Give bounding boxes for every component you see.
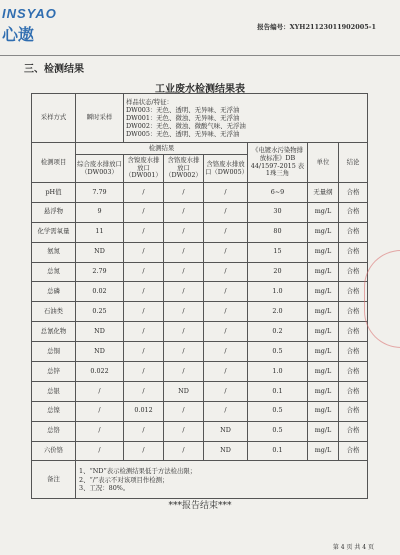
- remarks-content: [76, 461, 368, 499]
- value-dw003: 11: [76, 222, 124, 242]
- conclusion: 合格: [339, 322, 368, 342]
- value-dw005: ND: [204, 421, 248, 441]
- table-row: [32, 401, 368, 421]
- table-row: [32, 342, 368, 362]
- standard-limit: 0.5: [248, 342, 308, 362]
- standard-limit: 20: [248, 262, 308, 282]
- table-body: [32, 183, 368, 461]
- report-end-text: ***报告结束***: [168, 501, 232, 511]
- page-number: 第 4 页 共 4 页: [332, 544, 374, 551]
- conclusion: 合格: [339, 202, 368, 222]
- unit: mg/L: [308, 441, 339, 461]
- standard-limit: 80: [248, 222, 308, 242]
- table-row: [32, 362, 368, 382]
- standard-limit: 1.0: [248, 362, 308, 382]
- company-logo: [2, 6, 57, 45]
- col-header-point-dw001: 含镍废水排放口（DW001）: [124, 155, 164, 183]
- table-row: [32, 242, 368, 262]
- value-dw003: /: [76, 421, 124, 441]
- value-dw002: /: [164, 242, 204, 262]
- value-dw001: /: [124, 262, 164, 282]
- value-dw005: /: [204, 401, 248, 421]
- conclusion: 合格: [339, 421, 368, 441]
- value-dw002: /: [164, 202, 204, 222]
- table-row: [32, 222, 368, 242]
- unit: mg/L: [308, 202, 339, 222]
- sample-state-line: DW002：无色、微浊、微酸气味、无浮油: [126, 122, 246, 130]
- item-name: 氨氮: [32, 242, 76, 262]
- value-dw005: /: [204, 262, 248, 282]
- value-dw005: /: [204, 381, 248, 401]
- unit: mg/L: [308, 302, 339, 322]
- value-dw001: /: [124, 202, 164, 222]
- conclusion: 合格: [339, 441, 368, 461]
- conclusion: 合格: [339, 342, 368, 362]
- value-dw001: 0.012: [124, 401, 164, 421]
- value-dw001: /: [124, 242, 164, 262]
- value-dw001: /: [124, 381, 164, 401]
- value-dw002: /: [164, 441, 204, 461]
- value-dw003: 9: [76, 202, 124, 222]
- value-dw001: /: [124, 322, 164, 342]
- report-number-value: XYH21123011902005-1: [289, 23, 376, 31]
- value-dw005: /: [204, 322, 248, 342]
- standard-limit: 1.0: [248, 282, 308, 302]
- col-header-point-dw003: 综合废水排放口（DW003）: [76, 155, 124, 183]
- value-dw003: /: [76, 381, 124, 401]
- header-row: [32, 143, 368, 155]
- value-dw005: /: [204, 282, 248, 302]
- unit: mg/L: [308, 362, 339, 382]
- standard-limit: 0.5: [248, 401, 308, 421]
- value-dw005: ND: [204, 441, 248, 461]
- table-title: 工业废水检测结果表: [155, 84, 245, 95]
- conclusion: 合格: [339, 262, 368, 282]
- value-dw003: 0.02: [76, 282, 124, 302]
- value-dw003: /: [76, 441, 124, 461]
- item-name: 总磷: [32, 282, 76, 302]
- item-name: 六价铬: [32, 441, 76, 461]
- remark-line: 1、“ND”表示检测结果低于方法检出限；: [79, 467, 197, 475]
- section-title: 三、检测结果: [24, 64, 84, 75]
- conclusion: 合格: [339, 381, 368, 401]
- col-header-point-dw002: 含铬废水排放口（DW002）: [164, 155, 204, 183]
- item-name: 化学需氧量: [32, 222, 76, 242]
- unit: mg/L: [308, 401, 339, 421]
- value-dw001: /: [124, 302, 164, 322]
- conclusion: 合格: [339, 282, 368, 302]
- unit: 无量纲: [308, 183, 339, 203]
- value-dw005: /: [204, 362, 248, 382]
- value-dw002: /: [164, 421, 204, 441]
- conclusion: 合格: [339, 183, 368, 203]
- table-row: [32, 441, 368, 461]
- sampling-method-label: 采样方式: [32, 94, 76, 143]
- sample-state-line: 样品状态/特征：: [126, 98, 173, 106]
- table-row: [32, 282, 368, 302]
- conclusion: 合格: [339, 362, 368, 382]
- sample-state-line: DW001：无色、微浊、无异味、无浮油: [126, 114, 240, 122]
- value-dw002: /: [164, 183, 204, 203]
- table-row: [32, 381, 368, 401]
- item-name: 总镍: [32, 401, 76, 421]
- value-dw001: /: [124, 282, 164, 302]
- col-header-results: 检测结果: [76, 143, 248, 155]
- table-row: [32, 183, 368, 203]
- unit: mg/L: [308, 262, 339, 282]
- value-dw002: /: [164, 302, 204, 322]
- col-header-unit: 单位: [308, 143, 339, 183]
- table-row: [32, 421, 368, 441]
- conclusion: 合格: [339, 302, 368, 322]
- value-dw002: /: [164, 322, 204, 342]
- remark-line: 3、工况：80%。: [79, 484, 130, 493]
- unit: mg/L: [308, 421, 339, 441]
- value-dw003: 2.79: [76, 262, 124, 282]
- standard-limit: 30: [248, 202, 308, 222]
- value-dw002: /: [164, 342, 204, 362]
- value-dw003: /: [76, 401, 124, 421]
- standard-limit: 15: [248, 242, 308, 262]
- item-name: 总铬: [32, 421, 76, 441]
- item-name: 悬浮物: [32, 202, 76, 222]
- unit: mg/L: [308, 222, 339, 242]
- value-dw001: /: [124, 421, 164, 441]
- value-dw002: /: [164, 401, 204, 421]
- value-dw002: ND: [164, 381, 204, 401]
- value-dw003: 7.79: [76, 183, 124, 203]
- value-dw001: /: [124, 342, 164, 362]
- value-dw005: /: [204, 202, 248, 222]
- remarks-label: 备注: [32, 461, 76, 499]
- value-dw002: /: [164, 282, 204, 302]
- item-name: 总银: [32, 381, 76, 401]
- value-dw003: ND: [76, 322, 124, 342]
- value-dw001: /: [124, 222, 164, 242]
- logo-chinese-text: 心遨: [2, 27, 35, 44]
- value-dw002: /: [164, 262, 204, 282]
- sampling-row: [32, 94, 368, 143]
- standard-limit: 2.0: [248, 302, 308, 322]
- col-header-item: 检测项目: [32, 143, 76, 183]
- value-dw005: /: [204, 222, 248, 242]
- table-row: [32, 302, 368, 322]
- value-dw003: 0.25: [76, 302, 124, 322]
- value-dw003: ND: [76, 342, 124, 362]
- report-number-label: 报告编号：: [257, 23, 290, 31]
- conclusion: 合格: [339, 242, 368, 262]
- col-header-standard: 《电镀水污染物排放标准》DB 44/1597-2015 表1珠三角: [248, 143, 308, 183]
- results-table: [31, 93, 368, 499]
- sample-state: [124, 94, 368, 143]
- table-row: [32, 202, 368, 222]
- value-dw003: 0.022: [76, 362, 124, 382]
- unit: mg/L: [308, 342, 339, 362]
- unit: mg/L: [308, 381, 339, 401]
- table-row: [32, 322, 368, 342]
- remarks-row: [32, 461, 368, 499]
- value-dw002: /: [164, 362, 204, 382]
- unit: mg/L: [308, 322, 339, 342]
- sample-state-line: DW003：无色、透明、无异味、无浮油: [126, 106, 240, 114]
- conclusion: 合格: [339, 401, 368, 421]
- unit: mg/L: [308, 242, 339, 262]
- value-dw001: /: [124, 362, 164, 382]
- unit: mg/L: [308, 282, 339, 302]
- sample-state-line: DW005：无色、透明、无异味、无浮油: [126, 130, 240, 138]
- item-name: 总氮: [32, 262, 76, 282]
- col-header-conclusion: 结论: [339, 143, 368, 183]
- item-name: 石油类: [32, 302, 76, 322]
- table-row: [32, 262, 368, 282]
- logo-latin-text: INSYAO: [2, 6, 57, 21]
- value-dw005: /: [204, 242, 248, 262]
- value-dw003: ND: [76, 242, 124, 262]
- conclusion: 合格: [339, 222, 368, 242]
- standard-limit: 0.2: [248, 322, 308, 342]
- sampling-method-value: 瞬时采样: [76, 94, 124, 143]
- value-dw005: /: [204, 342, 248, 362]
- item-name: 总锌: [32, 362, 76, 382]
- item-name: pH值: [32, 183, 76, 203]
- value-dw002: /: [164, 222, 204, 242]
- standard-limit: 0.1: [248, 381, 308, 401]
- remark-line: 2、“/”表示不对该项目作检测；: [79, 475, 169, 484]
- inspection-seal: [364, 250, 400, 348]
- item-name: 总铜: [32, 342, 76, 362]
- value-dw005: /: [204, 302, 248, 322]
- standard-limit: 0.5: [248, 421, 308, 441]
- value-dw001: /: [124, 183, 164, 203]
- value-dw005: /: [204, 183, 248, 203]
- standard-limit: 0.1: [248, 441, 308, 461]
- standard-limit: 6~9: [248, 183, 308, 203]
- item-name: 总氰化物: [32, 322, 76, 342]
- header-divider: [0, 55, 400, 56]
- col-header-point-dw005: 含铬废水排放口（DW005）: [204, 155, 248, 183]
- report-number: [257, 22, 376, 31]
- value-dw001: /: [124, 441, 164, 461]
